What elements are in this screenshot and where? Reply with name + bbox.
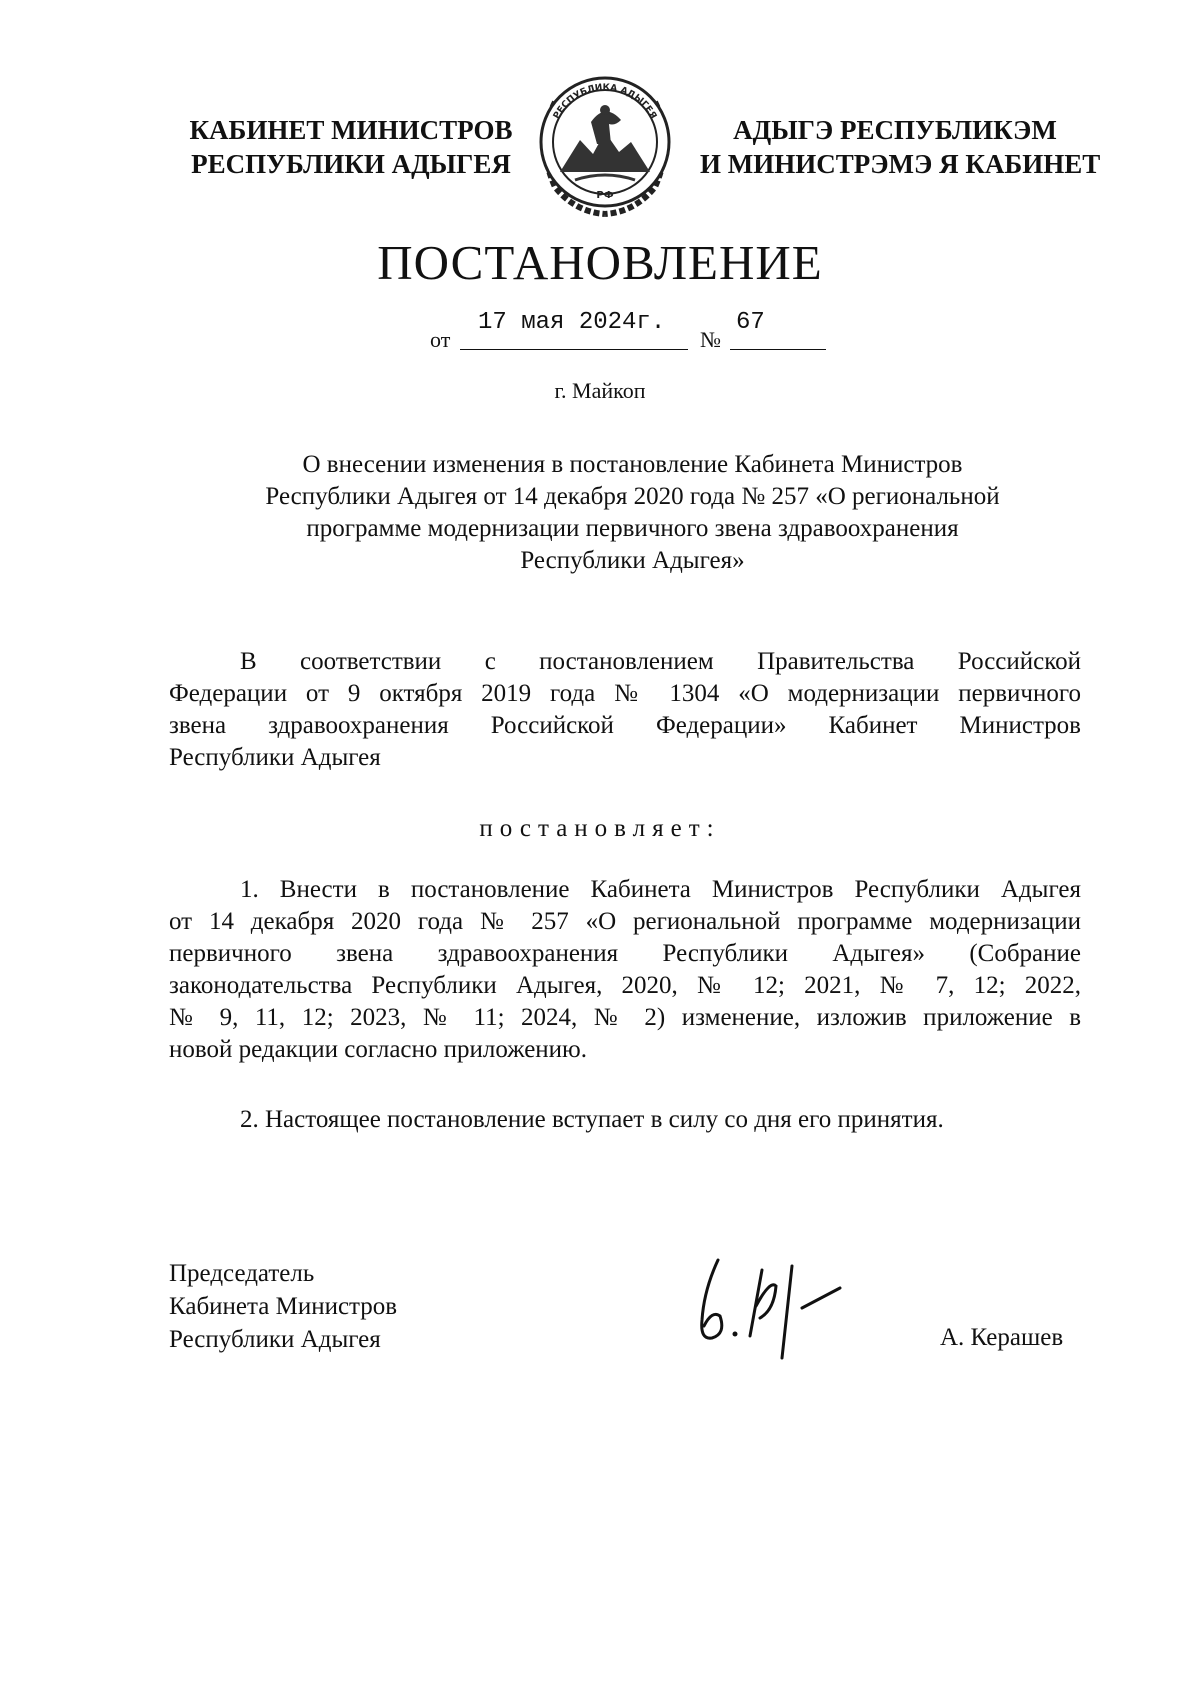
header-right-adyghe (700, 113, 1101, 181)
document-date: 17 мая 2024г. (478, 309, 666, 336)
city: г. Майкоп (554, 378, 646, 403)
coat-of-arms-emblem (525, 62, 685, 222)
preamble-line: Федерации от 9 октября 2019 года № 1304 «О модернизации первичного (169, 680, 1081, 707)
subject-line: Республики Адыгея» (520, 547, 745, 574)
signatory-position (169, 1257, 397, 1356)
handwritten-signature (690, 1240, 880, 1370)
subject-line: программе модернизации первичного звена здравоохранения (306, 515, 959, 542)
subject-line: О внесении изменения в постановление Кабинета Министров (302, 451, 963, 478)
preamble-line: звена здравоохранения Российской Федерации» Кабинет Министров (169, 712, 1081, 739)
item-1-line: первичного звена здравоохранения Республики Адыгея» (Собрание (169, 940, 1081, 967)
item-1-line: законодательства Республики Адыгея, 2020, № 12; 2021, № 7, 12; 2022, (169, 972, 1081, 999)
item-1-line: от 14 декабря 2020 года № 257 «О региональной программе модернизации (169, 908, 1081, 935)
preamble-line: В соответствии с постановлением Правительства Российской (240, 648, 1081, 675)
date-underline (460, 349, 688, 350)
item-1-line: новой редакции согласно приложению. (169, 1036, 587, 1063)
signatory-position-line: Председатель (169, 1260, 315, 1287)
preamble-paragraph (169, 646, 1081, 774)
number-sign: № (700, 327, 721, 352)
header-left-ru (186, 113, 516, 181)
header-right-line-1: АДЫГЭ РЕСПУБЛИКЭМ (733, 115, 1057, 145)
signatory-position-line: Кабинета Министров (169, 1293, 398, 1320)
item-1-line: № 9, 11, 12; 2023, № 11; 2024, № 2) изменение, изложив приложение в (169, 1004, 1081, 1031)
item-1-paragraph (169, 874, 1081, 1066)
decides-heading: постановляет: (479, 815, 721, 842)
header-right-line-2: И МИНИСТРЭМЭ Я КАБИНЕТ (700, 149, 1101, 179)
date-prefix: от (430, 327, 451, 352)
emblem-bottom-text: РФ (596, 190, 614, 201)
document-number: 67 (736, 309, 765, 336)
header-left-line-2: РЕСПУБЛИКИ АДЫГЕЯ (191, 149, 511, 179)
date-number-line (0, 305, 1200, 355)
signatory-position-line: Республики Адыгея (169, 1326, 381, 1353)
item-2-paragraph (169, 1104, 1081, 1136)
document-title: ПОСТАНОВЛЕНИЕ (377, 235, 823, 290)
item-1-line: 1. Внести в постановление Кабинета Министров Республики Адыгея (240, 876, 1081, 903)
item-2-line: 2. Настоящее постановление вступает в силу со дня его принятия. (240, 1106, 944, 1133)
subject-line: Республики Адыгея от 14 декабря 2020 года № 257 «О региональной (265, 483, 1000, 510)
signatory-name: А. Керашев (940, 1324, 1064, 1351)
emblem-arc-text: РЕСПУБЛИКА АДЫГЕЯ (551, 82, 659, 121)
header-left-line-1: КАБИНЕТ МИНИСТРОВ (189, 115, 513, 145)
document-subject (185, 449, 1080, 577)
number-underline (730, 349, 826, 350)
preamble-line: Республики Адыгея (169, 744, 381, 771)
